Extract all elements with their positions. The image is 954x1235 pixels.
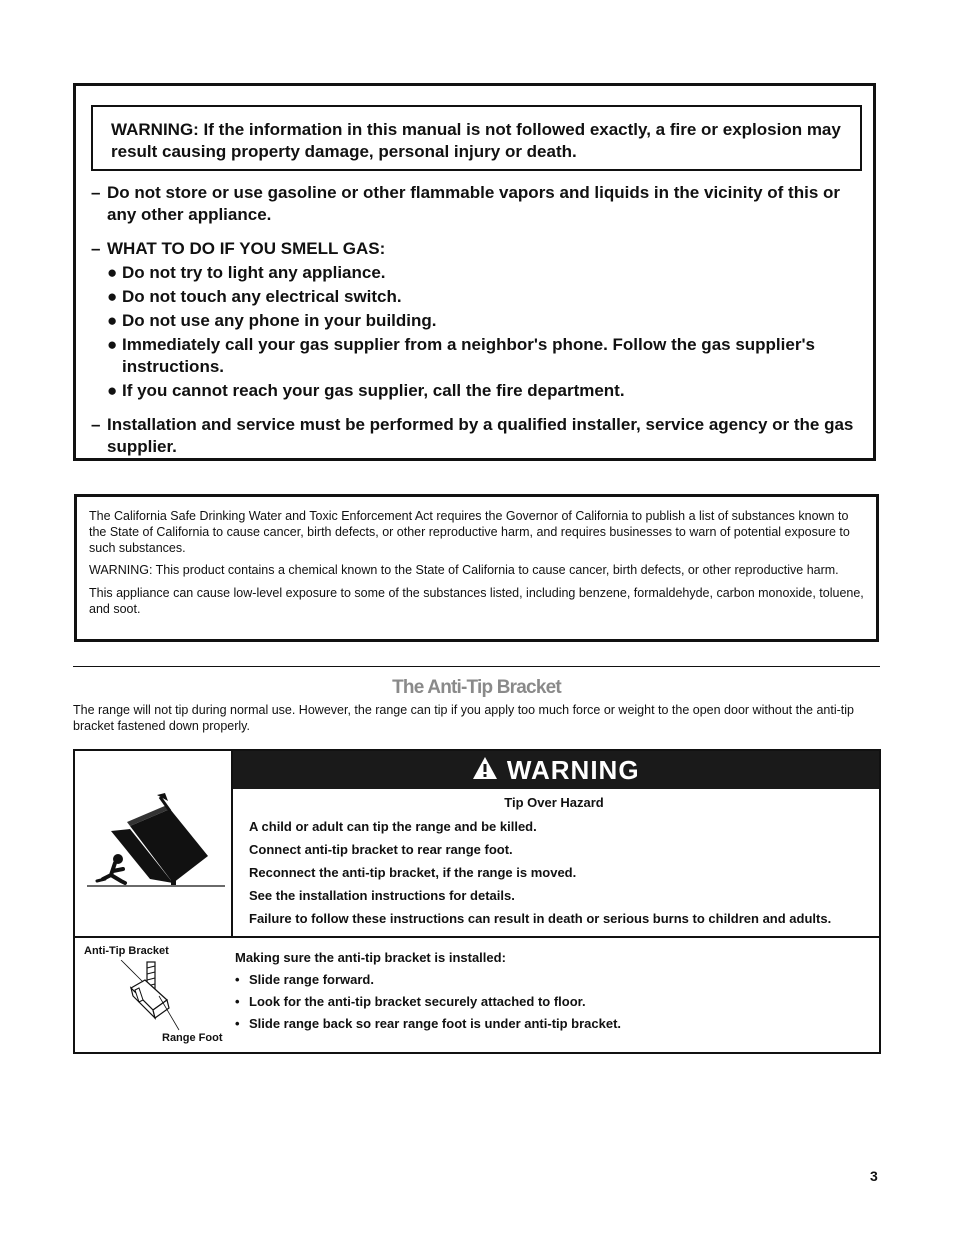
bullet-marker: ● xyxy=(107,311,118,330)
bullet-marker: ● xyxy=(107,381,118,400)
gas-warning-box xyxy=(73,83,876,461)
tip-over-illustration-cell xyxy=(75,751,233,936)
gas-item-installation xyxy=(91,414,861,458)
list-item-text: Immediately call your gas supplier from a neighbor's phone. Follow the gas supplier's instructions. xyxy=(122,335,815,376)
list-item-text: Slide range back so rear range foot is under anti-tip bracket. xyxy=(249,1016,622,1031)
smell-gas-sub-list xyxy=(107,262,861,402)
bullet-marker: • xyxy=(235,1016,240,1031)
california-warning-paragraph: WARNING: This product contains a chemical known to the State of California to cause cancer, birth defects, or other reproductive harm. xyxy=(89,563,839,578)
list-item xyxy=(235,994,869,1009)
california-paragraph: The California Safe Drinking Water and Toxic Enforcement Act requires the Governor of California to publish a list of substances known to the State of California to cause cancer, birth defects, or other reproductive harm, and requires businesses to warn of potential exposure to such substances. xyxy=(89,509,850,555)
bracket-label: Anti-Tip Bracket xyxy=(84,945,169,957)
warning-label: WARNING xyxy=(506,755,640,785)
list-item-text: Do not touch any electrical switch. xyxy=(122,287,402,306)
hazard-title: Tip Over Hazard xyxy=(504,795,604,810)
warning-header xyxy=(233,751,879,789)
gas-item-title: WHAT TO DO IF YOU SMELL GAS: xyxy=(107,239,386,258)
tip-over-warning-box xyxy=(73,749,881,1054)
gas-item-text: Installation and service must be performed by a qualified installer, service agency or the gas supplier. xyxy=(107,415,854,456)
section-intro: The range will not tip during normal use. However, the range can tip if you apply too much force or weight to the open door without the anti-tip bracket fastened down properly. xyxy=(73,703,854,733)
bracket-check-steps xyxy=(235,950,869,1038)
gas-item-text: Do not store or use gasoline or other flammable vapors and liquids in the vicinity of this or any other appliance. xyxy=(107,183,841,224)
bracket-illustration-cell xyxy=(75,938,233,1052)
california-exposure-paragraph: This appliance can cause low-level exposure to some of the substances listed, including benzene, formaldehyde, carbon monoxide, toluene, and soot. xyxy=(89,586,864,616)
dash-marker: – xyxy=(91,183,101,202)
gas-item-flammable xyxy=(91,182,861,226)
list-item-text: Look for the anti-tip bracket securely attached to floor. xyxy=(249,994,586,1009)
warning-line: See the installation instructions for details. xyxy=(249,888,515,903)
gas-warning-list xyxy=(91,182,861,470)
list-item-text: Do not try to light any appliance. xyxy=(122,263,386,282)
warning-line: Failure to follow these instructions can result in death or serious burns to children and adults. xyxy=(249,911,832,926)
list-item xyxy=(107,380,861,402)
tip-over-illustration-icon xyxy=(75,751,229,934)
list-item xyxy=(107,262,861,284)
bullet-marker: ● xyxy=(107,335,118,354)
section-divider xyxy=(73,666,880,667)
warning-line: Connect anti-tip bracket to rear range foot. xyxy=(249,842,513,857)
dash-marker: – xyxy=(91,415,101,434)
gas-warning-headline: WARNING: If the information in this manual is not followed exactly, a fire or explosion may result causing property damage, personal injury or death. xyxy=(91,105,862,171)
list-item-text: If you cannot reach your gas supplier, call the fire department. xyxy=(122,381,625,400)
warning-line: A child or adult can tip the range and be killed. xyxy=(249,819,537,834)
steps-title: Making sure the anti-tip bracket is installed: xyxy=(235,950,506,965)
list-item xyxy=(107,286,861,308)
page-number: 3 xyxy=(870,1168,878,1184)
warning-line: Reconnect the anti-tip bracket, if the range is moved. xyxy=(249,865,577,880)
bullet-marker: • xyxy=(235,994,240,1009)
california-notice-box xyxy=(74,494,879,642)
bullet-marker: • xyxy=(235,972,240,987)
gas-item-smell-gas xyxy=(91,238,861,402)
list-item xyxy=(107,310,861,332)
bullet-marker: ● xyxy=(107,263,118,282)
section-title: The Anti-Tip Bracket xyxy=(392,677,561,698)
list-item xyxy=(107,334,861,378)
bullet-marker: ● xyxy=(107,287,118,306)
range-foot-label: Range Foot xyxy=(162,1032,223,1044)
tip-over-warning-text xyxy=(249,795,859,934)
list-item xyxy=(235,1016,869,1031)
list-item-text: Slide range forward. xyxy=(249,972,374,987)
list-item-text: Do not use any phone in your building. xyxy=(122,311,437,330)
anti-tip-bracket-illustration-icon xyxy=(115,960,205,1035)
list-item xyxy=(235,972,869,987)
warning-triangle-icon xyxy=(472,756,498,785)
dash-marker: – xyxy=(91,239,101,258)
